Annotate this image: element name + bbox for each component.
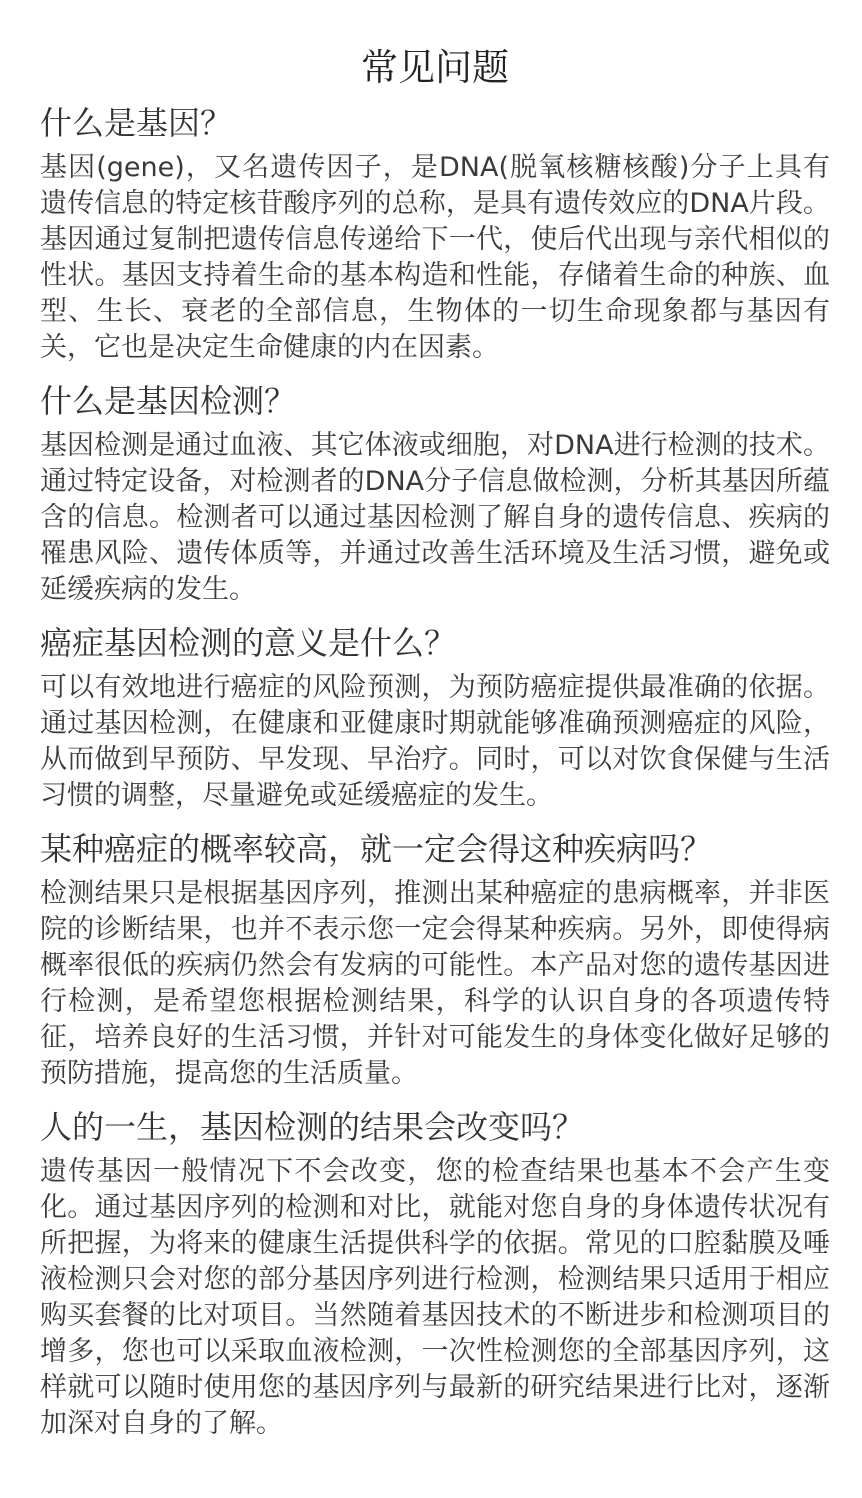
faq-item-results-change <box>40 1104 830 1442</box>
faq-question: 人的一生，基因检测的结果会改变吗？ <box>40 1108 585 1146</box>
faq-answer: 基因检测是通过血液、其它体液或细胞，对DNA进行检测的技术。通过特定设备，对检测者的DNA分子信息做检测，分析其基因所蕴含的信息。检测者可以通过基因检测了解自身的遗传信息、疾病的罹患风险、遗传体质等，并通过改善生活环境及生活习惯，避免或延缓疾病的发生。 <box>40 430 830 605</box>
faq-question: 某种癌症的概率较高，就一定会得这种疾病吗？ <box>40 830 713 868</box>
faq-answer: 基因(gene)，又名遗传因子，是DNA(脱氧核糖核酸)分子上具有遗传信息的特定核苷酸序列的总称，是具有遗传效应的DNA片段。基因通过复制把遗传信息传递给下一代，使后代出现与亲代相似的性状。基因支持着生命的基本构造和性能，存储着生命的种族、血型、生长、衰老的全部信息，生物体的一切生命现象都与基因有关，它也是决定生命健康的内在因素。 <box>40 152 830 363</box>
faq-question: 什么是基因？ <box>40 104 233 142</box>
faq-answer: 遗传基因一般情况下不会改变，您的检查结果也基本不会产生变化。通过基因序列的检测和对比，就能对您自身的身体遗传状况有所把握，为将来的健康生活提供科学的依据。常见的口腔黏膜及唾液检测只会对您的部分基因序列进行检测，检测结果只适用于相应购买套餐的比对项目。当然随着基因技术的不断进步和检测项目的增多，您也可以采取血液检测，一次性检测您的全部基因序列，这样就可以随时使用您的基因序列与最新的研究结果进行比对，逐渐加深对自身的了解。 <box>40 1156 830 1439</box>
faq-answer: 可以有效地进行癌症的风险预测，为预防癌症提供最准确的依据。通过基因检测，在健康和亚健康时期就能够准确预测癌症的风险，从而做到早预防、早发现、早治疗。同时，可以对饮食保健与生活习惯的调整，尽量避免或延缓癌症的发生。 <box>40 672 830 811</box>
faq-answer: 检测结果只是根据基因序列，推测出某种癌症的患病概率，并非医院的诊断结果，也并不表示您一定会得某种疾病。另外，即使得病概率很低的疾病仍然会有发病的可能性。本产品对您的遗传基因进行检测，是希望您根据检测结果，科学的认识自身的各项遗传特征，培养良好的生活习惯，并针对可能发生的身体变化做好足够的预防措施，提高您的生活质量。 <box>40 878 830 1089</box>
faq-item-cancer-testing-meaning <box>40 620 830 814</box>
faq-question: 癌症基因检测的意义是什么？ <box>40 624 457 662</box>
page-title: 常见问题 <box>361 46 509 89</box>
faq-item-high-probability <box>40 826 830 1092</box>
faq-item-what-is-gene-testing <box>40 378 830 608</box>
faq-page <box>40 40 830 1454</box>
faq-question: 什么是基因检测？ <box>40 382 297 420</box>
faq-item-what-is-gene <box>40 100 830 366</box>
